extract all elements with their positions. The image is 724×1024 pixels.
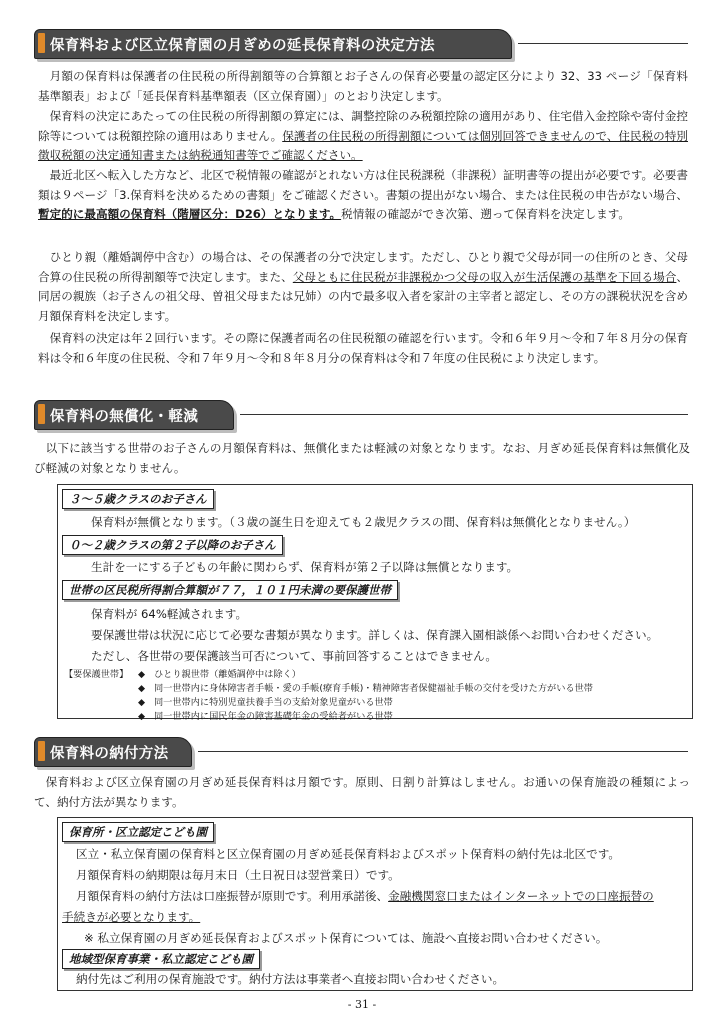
heading-marker [38,33,45,53]
paragraph-text: 、同居の親族（お子さんの祖父母、曽祖父母または兄姉）の内で最多収入者を家計の主宰者と認定し、その方の課税状況を含め月額保育料を決定します。 [38,269,688,323]
paragraph [38,107,688,166]
payment-text [76,888,654,904]
bullet-icon: ◆ [138,669,146,680]
condition-tag-second-child: ０～２歳クラスの第２子以降のお子さん [62,535,283,555]
underlined-text: 金融機関窓口またはインターネットでの口座振替の [388,889,654,903]
bullet-icon: ◆ [138,711,146,722]
facility-tag-nursery: 保育所・区立認定こども園 [62,822,214,842]
heading-marker [38,404,45,424]
bullet-icon: ◆ [138,683,146,694]
payment-method-box [57,817,693,991]
underlined-text: 保護者の住民税の所得割額については個別回答できませんので、住民税の特別徴収税額の決定通知書または納税通知書等でご確認ください。 [38,128,688,162]
condition-tag-protected-household: 世帯の区民税所得割合算額が７７，１０１円未満の要保護世帯 [62,580,398,600]
heading-rule [518,43,688,44]
protected-household-label: 【要保護世帯】 [64,669,129,680]
paragraph: 以下に該当する世帯のお子さんの月額保育料は、無償化または軽減の対象となります。なお、月ぎめ延長保育料は無償化及び軽減の対象となりません。 [34,441,690,475]
paragraph [38,166,688,225]
condition-text: 保育料が 64%軽減されます。 [91,607,248,621]
paragraph-text: 税情報の確認ができ次第、遡って保育料を決定します。 [341,207,631,221]
condition-text: ただし、各世帯の要保護該当可否について、事前回答することはできません。 [91,649,498,663]
heading-marker [38,741,45,761]
payment-text: 月額保育料の納期限は毎月末日（土日祝日は翌営業日）です。 [76,868,400,882]
reduction-conditions-box [57,484,693,722]
condition-tag-age-3-5: ３～５歳クラスのお子さん [62,489,214,509]
condition-text: 要保護世帯は状況に応じて必要な書類が異なります。詳しくは、保育課入園相談係へお問い合わせください。 [91,628,659,642]
paragraph [38,248,688,326]
underlined-text: 手続きが必要となります。 [62,910,201,924]
facility-tag-community-care: 地域型保育事業・私立認定こども園 [62,949,260,969]
list-item: 同一世帯内に特別児童扶養手当の支給対象児童がいる世帯 [154,697,393,708]
bullet-icon: ◆ [138,697,146,708]
section-heading-payment-method [34,737,689,765]
list-item: 同一世帯内に身体障害者手帳・愛の手帳(療育手帳)・精神障害者保健福祉手帳の交付を受けた方がいる世帯 [154,683,593,694]
note-text: ※ 私立保育園の月ぎめ延長保育およびスポット保育については、施設へ直接お問い合わせください。 [84,931,608,945]
condition-text: 生計を一にする子どもの年齢に関わらず、保育料が第２子以降は無償となります。 [91,560,519,574]
list-item: 同一世帯内に国民年金の障害基礎年金の受給者がいる世帯 [154,711,393,722]
section-title: 保育料の無償化・軽減 [50,409,198,425]
section-title: 保育料および区立保育園の月ぎめの延長保育料の決定方法 [50,38,435,54]
paragraph-text: 保育料の決定にあたっての住民税の所得割額の算定には、調整控除のみ税額控除の適用があり、住宅借入金控除や寄付金控除等については税額控除の適用はありません。 [38,109,688,143]
paragraph: 保育料の決定は年２回行います。その際に保護者両名の住民税額の確認を行います。令和６年９月～令和７年８月分の保育料は令和６年度の住民税、令和７年９月～令和８年８月分の保育料は令和７年度の住民税により決定します。 [38,331,688,365]
bold-underlined-text: 暫定的に最高額の保育料（階層区分：D26）となります。 [38,207,342,221]
payment-text-part: 月額保育料の納付方法は口座振替が原則です。利用承諾後、 [76,889,389,903]
paragraph-text: ひとり親（離婚調停中含む）の場合は、その保護者の分で決定します。ただし、ひとり親で父母が同一の住所のとき、父母合算の住民税の所得割額等で決定します。また、 [38,250,688,284]
paragraph: 月額の保育料は保護者の住民税の所得割額等の合算額とお子さんの保育必要量の認定区分により 32、33 ページ「保育料基準額表」および「延長保育料基準額表（区立保育園）」のとおり決定します。 [38,69,688,103]
heading-rule [198,751,688,752]
paragraph-text: 最近北区へ転入した方など、北区で税情報の確認がとれない方は住民税課税（非課税）証明書等の提出が必要です。必要書類は９ページ「3.保育料を決めるための書類」をご確認ください。書類の提出がない場合、または住民税の申告がない場合、 [38,168,688,202]
underlined-text: 父母ともに住民税が非課税かつ父母の収入が生活保護の基準を下回る場合 [292,269,677,284]
payment-text: 納付先はご利用の保育施設です。納付方法は事業者へ直接お問い合わせください。 [76,972,505,986]
list-item: ひとり親世帯（離婚調停中は除く） [154,669,301,680]
section-heading-fee-determination [34,29,689,57]
section-title: 保育料の納付方法 [50,746,169,762]
payment-text: 区立・私立保育園の保育料と区立保育園の月ぎめ延長保育料およびスポット保育料の納付先は北区です。 [76,847,620,861]
page-number: - 31 - [347,998,377,1011]
section-heading-free-reduction [34,400,689,428]
heading-rule [240,414,688,415]
condition-text: 保育料が無償となります。（３歳の誕生日を迎えても２歳児クラスの間、保育料は無償化となりません。） [91,515,636,529]
paragraph: 保育料および区立保育園の月ぎめ延長保育料は月額です。原則、日割り計算はしません。お通いの保育施設の種類によって、納付方法が異なります。 [34,775,690,809]
